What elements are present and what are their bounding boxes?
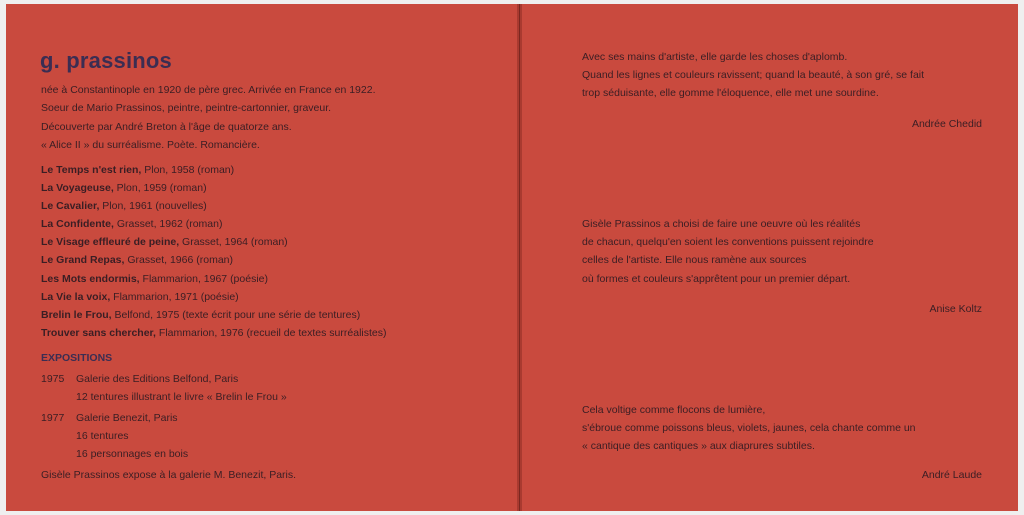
quote-line: Avec ses mains d'artiste, elle garde les choses d'aplomb. bbox=[582, 51, 848, 63]
expositions-heading: EXPOSITIONS bbox=[41, 352, 113, 364]
book-entry bbox=[41, 324, 387, 342]
expo-detail: 16 personnages en bois bbox=[76, 448, 189, 461]
quote-chedid bbox=[582, 48, 924, 103]
book-title: Trouver sans chercher, bbox=[41, 326, 156, 339]
bibliography bbox=[41, 161, 387, 342]
book-title: Le Grand Repas, bbox=[41, 254, 125, 267]
book-details: Plon, 1958 (roman) bbox=[141, 164, 235, 176]
bio-line: Soeur de Mario Prassinos, peintre, peintre-cartonnier, graveur. bbox=[41, 102, 332, 115]
book-details: Grasset, 1964 (roman) bbox=[179, 236, 288, 249]
expo-venue: Galerie Benezit, Paris bbox=[76, 411, 178, 424]
book-title: Brelin le Frou, bbox=[41, 308, 112, 321]
book-entry bbox=[41, 197, 387, 215]
book-details: Flammarion, 1971 (poésie) bbox=[110, 290, 239, 303]
book-title: La Vie la voix, bbox=[41, 290, 111, 303]
expo-entry-1975 bbox=[41, 370, 287, 388]
bio-line: Découverte par André Breton à l'âge de quatorze ans. bbox=[41, 120, 292, 133]
expo-detail: 16 tentures bbox=[76, 429, 129, 442]
expo-year: 1977 bbox=[41, 411, 65, 424]
right-page bbox=[522, 4, 1018, 511]
quote-line: Quand les lignes et couleurs ravissent; quand la beauté, à son gré, se fait bbox=[582, 69, 925, 82]
book-entry bbox=[41, 306, 387, 324]
book-details: Flammarion, 1976 (recueil de textes surréalistes) bbox=[155, 326, 387, 339]
book-details: Flammarion, 1967 (poésie) bbox=[139, 272, 268, 285]
book-details: Plon, 1961 (nouvelles) bbox=[99, 200, 207, 213]
exhibition-note: Gisèle Prassinos expose à la galerie M. Benezit, Paris. bbox=[41, 469, 297, 481]
quote-koltz bbox=[582, 215, 874, 288]
quote-author: Anise Koltz bbox=[929, 303, 982, 315]
book-entry bbox=[41, 179, 387, 197]
quote-author: André Laude bbox=[921, 469, 982, 481]
expo-year: 1975 bbox=[41, 373, 65, 385]
spine-fold bbox=[519, 4, 520, 511]
quote-line: de chacun, quelqu'en soient les conventions puissent rejoindre bbox=[582, 236, 874, 249]
book-entry bbox=[41, 270, 387, 288]
quote-line: s'ébroue comme poissons bleus, violets, jaunes, cela chante comme un bbox=[582, 422, 916, 435]
quote-laude bbox=[582, 401, 916, 456]
book-title: La Confidente, bbox=[41, 218, 114, 231]
book-title: Le Cavalier, bbox=[41, 200, 100, 213]
quote-author: Andrée Chedid bbox=[911, 118, 982, 130]
book-title: La Voyageuse, bbox=[41, 182, 114, 195]
book-details: Plon, 1959 (roman) bbox=[113, 182, 207, 195]
expo-entry-1977 bbox=[41, 409, 287, 427]
quote-line: Cela voltige comme flocons de lumière, bbox=[582, 404, 766, 416]
quote-line: trop séduisante, elle gomme l'éloquence, elle met une sourdine. bbox=[582, 87, 879, 100]
bio-line: « Alice II » du surréalisme. Poète. Romancière. bbox=[41, 138, 260, 151]
book-entry bbox=[41, 215, 387, 233]
biography bbox=[41, 81, 375, 154]
expositions-list bbox=[41, 370, 287, 463]
book-title: Le Visage effleuré de peine, bbox=[41, 236, 180, 249]
book-details: Grasset, 1962 (roman) bbox=[113, 218, 223, 231]
expo-detail: 12 tentures illustrant le livre « Brelin le Frou » bbox=[76, 391, 287, 404]
quote-line: Gisèle Prassinos a choisi de faire une oeuvre où les réalités bbox=[582, 218, 861, 230]
left-page bbox=[6, 4, 517, 511]
book-entry bbox=[41, 161, 387, 179]
expo-venue: Galerie des Editions Belfond, Paris bbox=[76, 373, 239, 385]
quote-line: « cantique des cantiques » aux diaprures subtiles. bbox=[582, 440, 815, 453]
quote-line: où formes et couleurs s'apprêtent pour un premier départ. bbox=[582, 272, 851, 285]
page-title: g. prassinos bbox=[40, 48, 172, 73]
book-details: Grasset, 1966 (roman) bbox=[124, 254, 233, 267]
book-entry bbox=[41, 251, 387, 269]
book-entry bbox=[41, 233, 387, 251]
book-title: Les Mots endormis, bbox=[41, 272, 140, 285]
quote-line: celles de l'artiste. Elle nous ramène aux sources bbox=[582, 254, 807, 267]
book-title: Le Temps n'est rien, bbox=[41, 164, 142, 176]
bio-line: née à Constantinople en 1920 de père grec. Arrivée en France en 1922. bbox=[41, 84, 376, 96]
book-details: Belfond, 1975 (texte écrit pour une série de tentures) bbox=[111, 308, 361, 321]
book-entry bbox=[41, 288, 387, 306]
